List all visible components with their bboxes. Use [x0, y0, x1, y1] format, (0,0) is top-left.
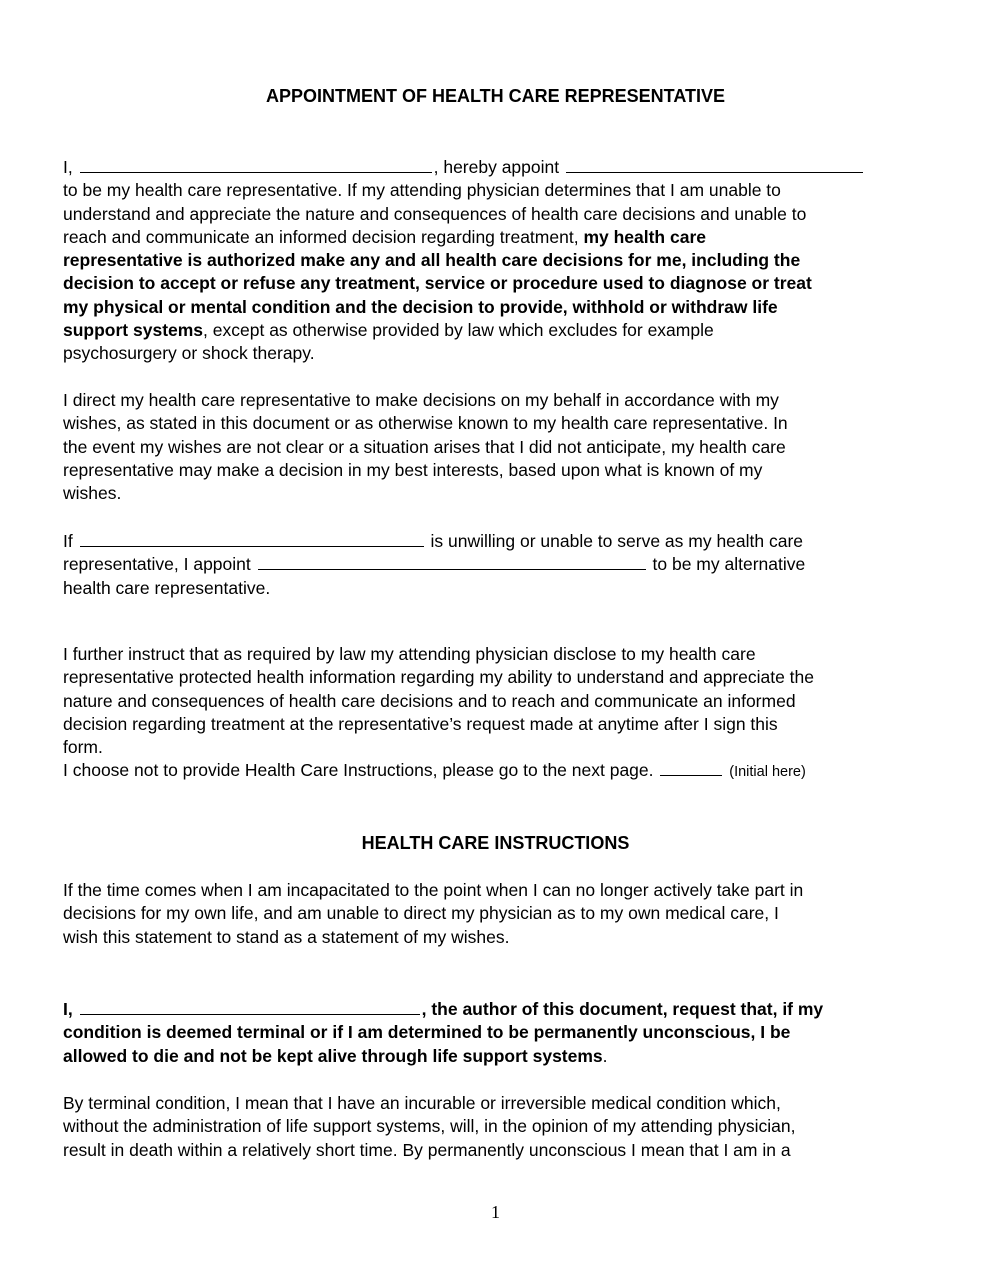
text-line: wishes.: [63, 483, 122, 504]
text-line: health care representative.: [63, 577, 271, 598]
text-segment: allowed to die and not be kept alive through life support systems: [63, 1045, 603, 1066]
text-segment: I,: [63, 157, 73, 177]
text-line: [63, 530, 913, 553]
text-line: the event my wishes are not clear or a situation arises that I did not anticipate, my health care: [63, 436, 786, 457]
text-line: [63, 759, 913, 782]
text-segment: reach and communicate an informed decision regarding treatment,: [63, 226, 579, 247]
text-line: representative protected health information regarding my ability to understand and appreciate the: [63, 667, 815, 688]
representative-name-blank[interactable]: [566, 171, 863, 173]
text-segment: I,: [63, 999, 73, 1019]
text-line: to be my health care representative. If my attending physician determines that I am unable to: [63, 180, 781, 201]
text-line: without the administration of life support systems, will, in the opinion of my attending physician,: [63, 1116, 796, 1137]
bold-text-line: representative is authorized make any and all health care decisions for me, including the: [63, 250, 801, 271]
text-line: wish this statement to stand as a statement of my wishes.: [63, 926, 510, 947]
text-line: condition is deemed terminal or if I am determined to be permanently unconscious, I be: [63, 1022, 791, 1043]
text-segment: , except as otherwise provided by law which excludes for example: [203, 320, 714, 341]
text-line: representative may make a decision in my best interests, based upon what is known of my: [63, 459, 763, 480]
direction-paragraph: [63, 389, 913, 505]
text-line: [63, 998, 913, 1021]
definition-paragraph: [63, 1092, 913, 1162]
text-segment: , hereby appoint: [433, 157, 560, 177]
alternate-paragraph: [63, 530, 913, 600]
text-line: understand and appreciate the nature and consequences of health care decisions and unable to: [63, 203, 807, 224]
text-line: I further instruct that as required by law my attending physician disclose to my health care: [63, 644, 756, 664]
disclosure-paragraph: [63, 643, 913, 783]
appointment-line: [63, 156, 913, 179]
text-line: [63, 553, 913, 576]
bold-text-line: decision to accept or refuse any treatment, service or procedure used to diagnose or treat: [63, 273, 812, 294]
bold-text-segment: my health care: [583, 226, 706, 247]
bold-text-segment: support systems: [63, 320, 204, 341]
text-line: result in death within a relatively short time. By permanently unconscious I mean that I am in a: [63, 1139, 791, 1160]
text-segment: , the author of this document, request that, if my: [421, 999, 824, 1019]
text-line: [63, 319, 913, 342]
section-heading: HEALTH CARE INSTRUCTIONS: [361, 833, 630, 853]
text-segment: .: [602, 1045, 608, 1066]
initial-blank[interactable]: [660, 774, 722, 776]
page-number: 1: [491, 1202, 500, 1222]
text-line: psychosurgery or shock therapy.: [63, 343, 315, 364]
text-segment: representative, I appoint: [63, 554, 251, 575]
text-segment: I choose not to provide Health Care Instructions, please go to the next page.: [63, 760, 654, 781]
text-line: decision regarding treatment at the representative’s request made at anytime after I sign this: [63, 713, 778, 734]
bold-text-line: my physical or mental condition and the decision to provide, withhold or withdraw life: [63, 296, 778, 317]
text-line: [63, 1045, 913, 1068]
principal-name-blank[interactable]: [80, 171, 432, 173]
instructions-intro-paragraph: [63, 879, 913, 949]
initial-hint: (Initial here): [729, 764, 806, 781]
text-line: By terminal condition, I mean that I have an incurable or irreversible medical condition which,: [63, 1093, 781, 1113]
text-line: I direct my health care representative to make decisions on my behalf in accordance with my: [63, 390, 779, 410]
request-paragraph: [63, 998, 913, 1068]
text-segment: to be my alternative: [652, 554, 806, 575]
text-segment: is unwilling or unable to serve as my health care: [430, 531, 804, 551]
text-line: [63, 226, 913, 249]
author-name-blank[interactable]: [80, 1013, 420, 1015]
text-line: If the time comes when I am incapacitated to the point when I can no longer actively take part in: [63, 880, 804, 900]
document-title: APPOINTMENT OF HEALTH CARE REPRESENTATIVE: [265, 86, 726, 106]
alternate-representative-blank[interactable]: [258, 568, 646, 570]
text-line: decisions for my own life, and am unable to direct my physician as to my own medical care, I: [63, 903, 779, 924]
text-segment: If: [63, 531, 73, 551]
text-line: wishes, as stated in this document or as otherwise known to my health care representative. In: [63, 413, 788, 434]
appointment-paragraph: [63, 156, 913, 366]
text-line: form.: [63, 737, 103, 758]
first-representative-blank[interactable]: [80, 545, 424, 547]
text-line: nature and consequences of health care decisions and to reach and communicate an informed: [63, 690, 796, 711]
